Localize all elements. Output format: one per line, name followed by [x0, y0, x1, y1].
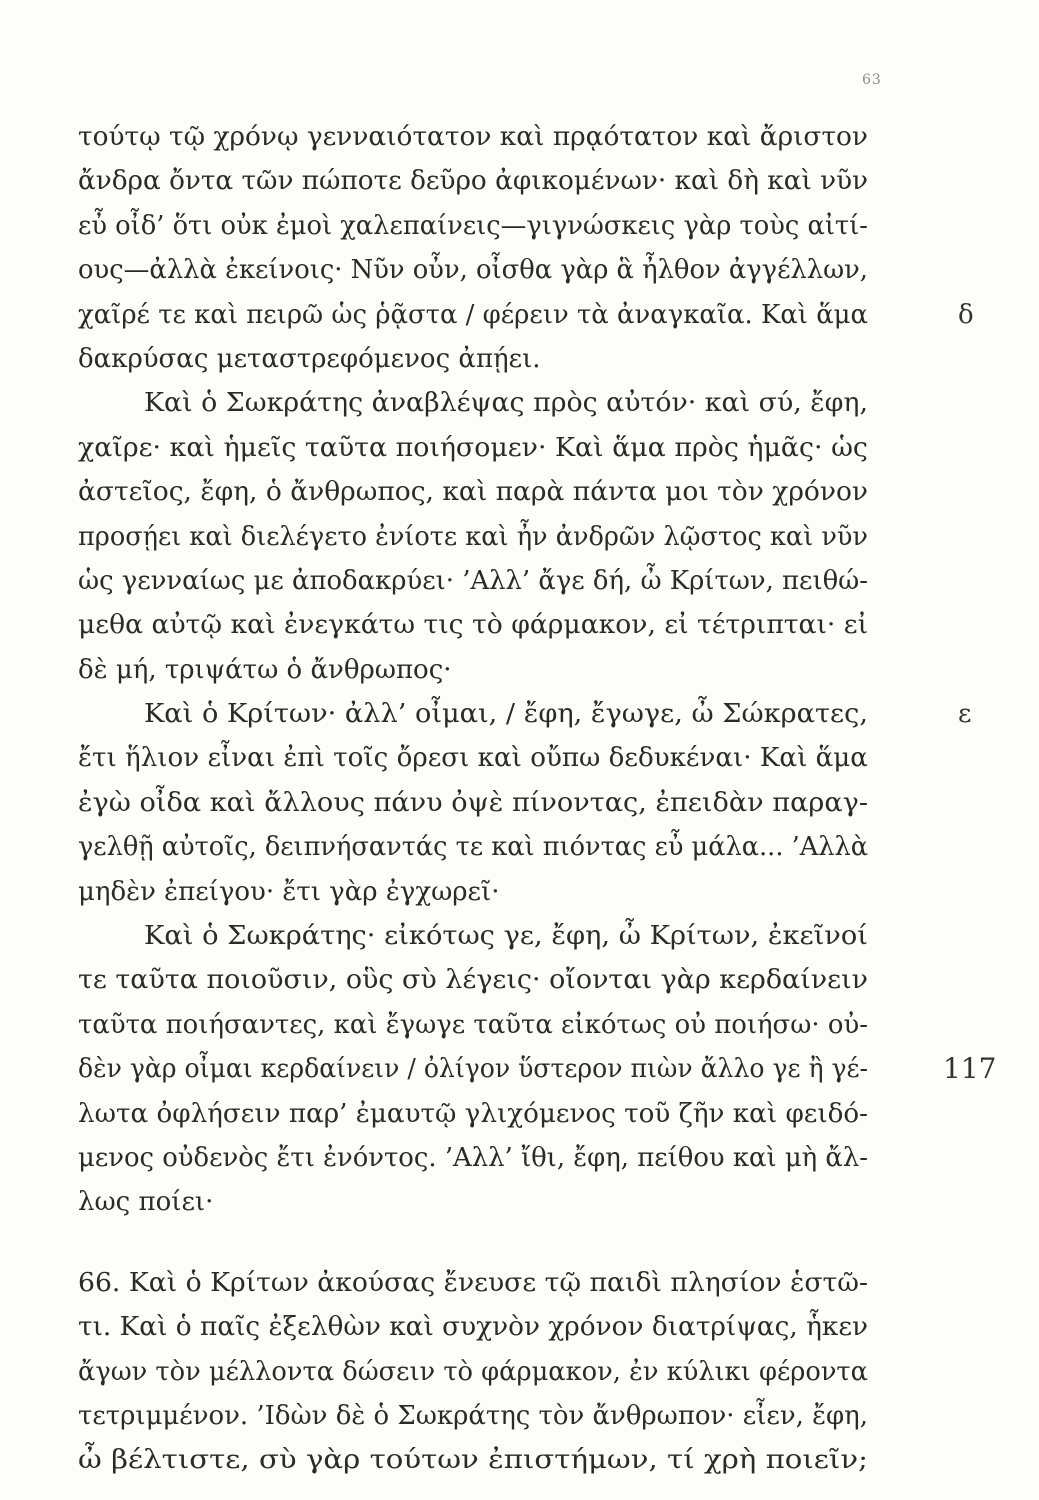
text-line-content: Καὶ ὁ Κρίτων· ἀλλ’ οἶμαι, / ἔφη, ἔγωγε, ὦ Σώκρατες,	[144, 699, 868, 730]
text-line-content: 66. Καὶ ὁ Κρίτων ἀκούσας ἔνευσε τῷ παιδὶ πλησίον ἑστῶ-	[78, 1267, 869, 1298]
text-line	[78, 1305, 938, 1349]
text-line	[78, 248, 938, 292]
text-line-content: γελθῇ αὐτοῖς, δειπνήσαντάς τε καὶ πιόντας εὖ μάλα... ’Αλλὰ	[78, 832, 869, 863]
text-line-content: τετριμμένον. ’Ιδὼν δὲ ὁ Σωκράτης τὸν ἄνθρωπον· εἶεν, ἔφη,	[78, 1400, 868, 1431]
text-line	[78, 293, 974, 337]
text-line	[78, 115, 938, 159]
text-line	[78, 870, 938, 914]
text-line-content: τι. Καὶ ὁ παῖς ἐξελθὼν καὶ συχνὸν χρόνον διατρίψας, ἧκεν	[78, 1312, 868, 1343]
text-line-content: ἐγὼ οἶδα καὶ ἄλλους πάνυ ὀψὲ πίνοντας, ἐπειδὰν παραγ-	[78, 787, 869, 818]
text-line-content: δὲ μή, τριψάτω ὁ ἄνθρωπος·	[78, 654, 452, 685]
text-line-content: λως ποίει·	[78, 1187, 214, 1218]
text-line-content: τούτῳ τῷ χρόνῳ γενναιότατον καὶ πρᾳότατον καὶ ἄριστον	[78, 122, 868, 152]
text-line	[78, 1261, 938, 1305]
text-line-content: ους—ἀλλὰ ἐκείνοις· Νῦν οὖν, οἶσθα γὰρ ἃ ἦλθον ἀγγέλλων,	[78, 255, 869, 286]
text-line-content: ἔτι ἥλιον εἶναι ἐπὶ τοῖς ὄρεσι καὶ οὔπω δεδυκέναι· Καὶ ἅμα	[78, 743, 868, 774]
text-line	[78, 1180, 938, 1224]
text-line-content: ὦ βέλτιστε, σὺ γὰρ τούτων ἐπιστήμων, τί χρὴ ποιεῖν;	[78, 1445, 868, 1476]
text-line	[78, 914, 938, 958]
margin-reference: δ	[958, 299, 974, 330]
text-line-content: ὡς γενναίως με ἀποδακρύει· ’Αλλ’ ἄγε δή, ὦ Κρίτων, πειθώ-	[78, 565, 869, 596]
margin-reference: ε	[958, 699, 972, 730]
text-line	[78, 603, 938, 647]
text-line	[78, 470, 938, 514]
text-line	[78, 1438, 938, 1482]
text-line-content: τε ταῦτα ποιοῦσιν, οὓς σὺ λέγεις· οἴονται γὰρ κερδαίνειν	[78, 965, 869, 996]
text-line	[78, 736, 938, 780]
text-line	[78, 381, 938, 425]
text-line	[78, 1092, 938, 1136]
text-line-content: ταῦτα ποιήσαντες, καὶ ἔγωγε ταῦτα εἰκότως οὐ ποιήσω· οὐ-	[78, 1009, 868, 1040]
text-line	[78, 1047, 997, 1091]
text-line	[78, 958, 938, 1002]
text-line	[78, 515, 938, 559]
text-line-content: μηδὲν ἐπείγου· ἔτι γὰρ ἐγχωρεῖ·	[78, 876, 500, 907]
text-line	[78, 337, 938, 381]
text-line-content: μενος οὐδενὸς ἔτι ἐνόντος. ’Αλλ’ ἴθι, ἔφη, πείθου καὶ μὴ ἄλ-	[78, 1142, 869, 1173]
text-line-content: δὲν γὰρ οἶμαι κερδαίνειν / ὀλίγον ὕστερον πιὼν ἄλλο γε ἢ γέ-	[78, 1054, 868, 1085]
text-line-content: εὖ οἶδ’ ὅτι οὐκ ἐμοὶ χαλεπαίνεις—γιγνώσκεις γὰρ τοὺς αἰτί-	[78, 210, 868, 241]
margin-reference: 117	[943, 1052, 997, 1086]
text-line-content: Καὶ ὁ Σωκράτης· εἰκότως γε, ἔφη, ὦ Κρίτων, ἐκεῖνοί	[144, 921, 868, 952]
text-line-content: ἄγων τὸν μέλλοντα δώσειν τὸ φάρμακον, ἐν κύλικι φέροντα	[78, 1356, 868, 1387]
text-line	[78, 692, 972, 736]
text-line-content: χαῖρέ τε καὶ πειρῶ ὡς ῥᾷστα / φέρειν τὰ ἀναγκαῖα. Καὶ ἅμα	[78, 299, 868, 330]
text-line	[78, 1350, 938, 1394]
text-line	[78, 1394, 938, 1438]
text-line-content: Καὶ ὁ Σωκράτης ἀναβλέψας πρὸς αὐτόν· καὶ σύ, ἔφη,	[144, 388, 869, 419]
text-line-content: μεθα αὐτῷ καὶ ἐνεγκάτω τις τὸ φάρμακον, εἰ τέτριπται· εἰ	[78, 610, 869, 641]
text-line-content: δακρύσας μεταστρεφόμενος ἀπῄει.	[78, 343, 541, 374]
text-line	[78, 825, 938, 869]
greek-text-body	[78, 115, 997, 1483]
text-line-content: προσῄει καὶ διελέγετο ἐνίοτε καὶ ἦν ἀνδρῶν λῷστος καὶ νῦν	[78, 521, 868, 552]
text-line	[78, 159, 938, 203]
text-line-content: ἀστεῖος, ἔφη, ὁ ἄνθρωπος, καὶ παρὰ πάντα μοι τὸν χρόνον	[78, 477, 869, 508]
text-line	[78, 426, 938, 470]
text-line-content: λωτα ὀφλήσειν παρ’ ἐμαυτῷ γλιχόμενος τοῦ ζῆν καὶ φειδό-	[78, 1098, 869, 1129]
page-number: 63	[862, 72, 882, 88]
text-line	[78, 781, 938, 825]
text-line	[78, 648, 938, 692]
text-line-content: ἄνδρα ὄντα τῶν πώποτε δεῦρο ἀφικομένων· καὶ δὴ καὶ νῦν	[78, 166, 869, 197]
text-line	[78, 204, 938, 248]
text-line-content: χαῖρε· καὶ ἡμεῖς ταῦτα ποιήσομεν· Καὶ ἅμα πρὸς ἡμᾶς· ὡς	[78, 432, 868, 463]
text-line	[78, 559, 938, 603]
text-line	[78, 1136, 938, 1180]
text-line	[78, 1003, 938, 1047]
